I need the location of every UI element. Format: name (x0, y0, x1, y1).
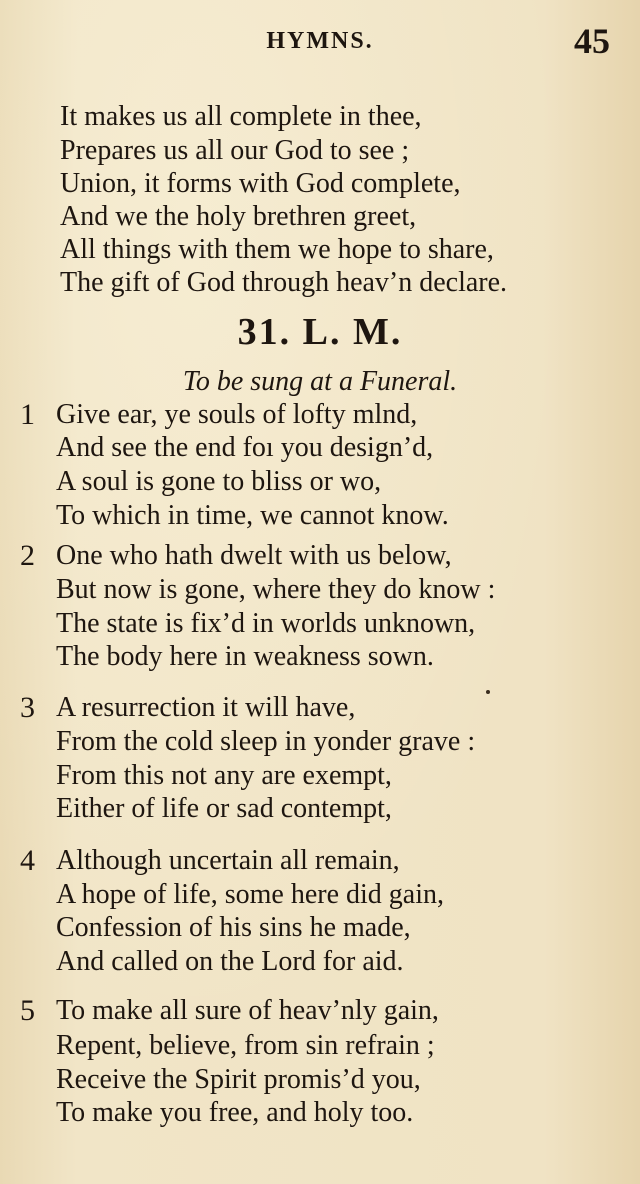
verse-line: But now is gone, where they do know : (56, 574, 496, 605)
page-number: 45 (574, 21, 610, 61)
verse-line: It makes us all complete in thee, (60, 101, 422, 132)
hymn-subtitle: To be sung at a Funeral. (182, 366, 458, 397)
running-title: HYMNS. (266, 28, 374, 54)
hymn-number: 31. L. M. (237, 311, 403, 353)
verse-line: The gift of God through heav’n declare. (60, 267, 508, 298)
verse-line: A resurrection it will have, (56, 692, 356, 723)
verse-line: Repent, believe, from sin refrain ; (56, 1030, 435, 1061)
verse-line: To which in time, we cannot know. (56, 500, 449, 531)
verse-line: From this not any are exempt, (56, 760, 392, 791)
verse-line: The state is fix’d in worlds unknown, (56, 608, 476, 639)
verse-line: Although uncertain all remain, (56, 845, 400, 876)
verse-line: Either of life or sad contempt, (56, 793, 392, 824)
verse-line: Union, it forms with God complete, (60, 168, 461, 199)
verse-line: And we the holy brethren greet, (60, 201, 417, 232)
verse-line: Give ear, ye souls of lofty mlnd, (56, 399, 418, 430)
verse-line: From the cold sleep in yonder grave : (56, 726, 476, 757)
verse-line: And see the end foı you design’d, (56, 432, 434, 463)
verse-line: And called on the Lord for aid. (56, 946, 404, 977)
verse-line: Prepares us all our God to see ; (60, 135, 410, 166)
verse-line: Receive the Spirit promis’d you, (56, 1064, 421, 1095)
verse-line: A soul is gone to bliss or wo, (56, 466, 382, 497)
verse-number: 5 (20, 994, 35, 1027)
verse-number: 3 (20, 691, 35, 724)
verse-line: To make you free, and holy too. (56, 1097, 414, 1128)
verse-line: To make all sure of heav’nly gain, (56, 995, 439, 1026)
verse-number: 2 (20, 539, 35, 572)
verse-number: 1 (20, 398, 35, 431)
ink-speck (486, 690, 490, 694)
verse-line: All things with them we hope to share, (60, 234, 494, 265)
verse-line: One who hath dwelt with us below, (56, 540, 452, 571)
verse-number: 4 (20, 844, 35, 877)
verse-line: A hope of life, some here did gain, (56, 879, 445, 910)
verse-line: Confession of his sins he made, (56, 912, 411, 943)
verse-line: The body here in weakness sown. (56, 641, 434, 672)
